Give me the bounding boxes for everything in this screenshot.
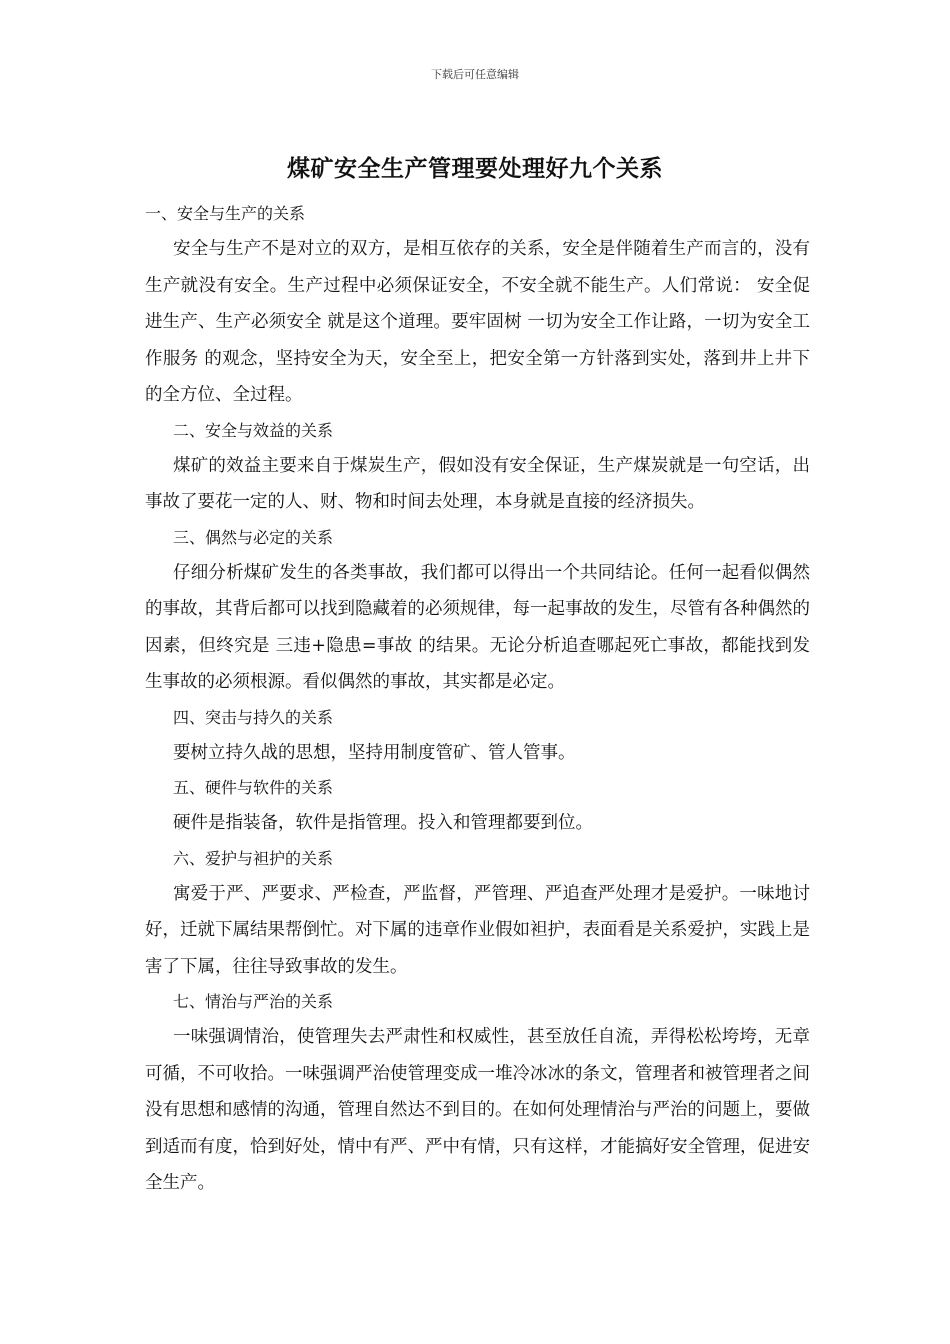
document-body xyxy=(145,197,810,1202)
section-paragraph-3: 仔细分析煤矿发生的各类事故，我们都可以得出一个共同结论。任何一起看似偶然的事故，其背后都可以找到隐藏着的必须规律，每一起事故的发生，尽管有各种偶然的因素，但终究是 三违+隐患=事故 的结果。无论分析追查哪起死亡事故，都能找到发生事故的必须根源。看似偶然的事故，其实都是必定。 xyxy=(145,562,810,692)
section-heading-4: 四、突击与持久的关系 xyxy=(173,707,334,727)
section-paragraph-7: 一味强调情治，使管理失去严肃性和权威性，甚至放任自流，弄得松松垮垮，无章可循，不可收拾。一味强调严治使管理变成一堆冷冰冰的条文，管理者和被管理者之间没有思想和感情的沟通，管理自然达不到目的。在如何处理情治与严治的问题上，要做到适而有度，恰到好处，情中有严、严中有情，只有这样，才能搞好安全管理，促进安全生产。 xyxy=(145,1027,810,1193)
header-note: 下载后可任意编辑 xyxy=(431,68,519,81)
section-paragraph-6: 寓爱于严、严要求、严检查，严监督，严管理、严追查严处理才是爱护。一味地讨好，迁就下属结果帮倒忙。对下属的违章作业假如袒护，表面看是关系爱护，实践上是害了下属，往往导致事故的发生。 xyxy=(145,883,810,977)
document-title: 煤矿安全生产管理要处理好九个关系 xyxy=(287,155,663,182)
section-heading-3: 三、偶然与必定的关系 xyxy=(173,527,334,547)
section-paragraph-1: 安全与生产不是对立的双方，是相互依存的关系，安全是伴随着生产而言的，没有生产就没有安全。生产过程中必须保证安全，不安全就不能生产。人们常说： 安全促进生产、生产必须安全 就是这个道理。要牢固树 一切为安全工作让路，一切为安全工作服务 的观念，坚持安全为天，安全至上，把安全第一方针落到实处，落到井上井下的全方位、全过程。 xyxy=(145,239,810,405)
section-heading-7: 七、情治与严治的关系 xyxy=(173,992,334,1011)
section-paragraph-2: 煤矿的效益主要来自于煤炭生产，假如没有安全保证，生产煤炭就是一句空话，出事故了要花一定的人、财、物和时间去处理，本身就是直接的经济损失。 xyxy=(145,455,810,512)
section-heading-2: 二、安全与效益的关系 xyxy=(173,420,334,440)
section-heading-5: 五、硬件与软件的关系 xyxy=(173,778,334,797)
section-paragraph-5: 硬件是指装备，软件是指管理。投入和管理都要到位。 xyxy=(173,813,593,833)
section-paragraph-4: 要树立持久战的思想，坚持用制度管矿、管人管事。 xyxy=(173,742,576,763)
section-heading-1: 一、安全与生产的关系 xyxy=(145,204,306,223)
section-heading-6: 六、爱护与袒护的关系 xyxy=(173,848,334,868)
